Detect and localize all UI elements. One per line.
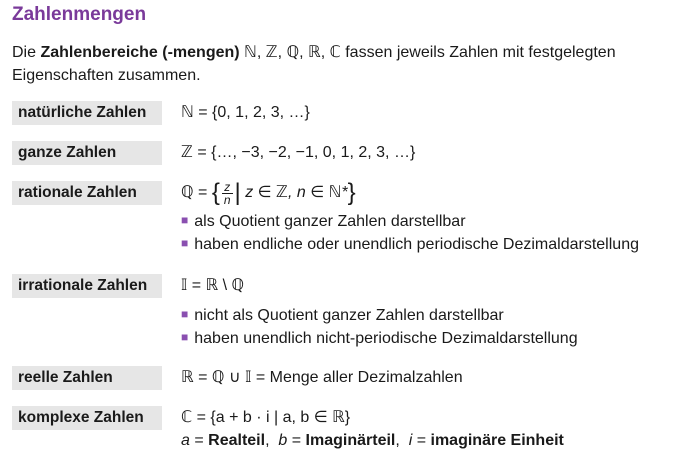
eq-b: =: [287, 432, 306, 449]
fraction-numerator: z: [222, 181, 233, 194]
def-rational-post: z ∈ ℤ, n ∈ ℕ*: [245, 184, 348, 202]
label-integer: ganze Zahlen: [12, 141, 162, 165]
bullet-irrational-2: [181, 328, 578, 350]
label-irrational: irrationale Zahlen: [12, 274, 162, 298]
intro-post: ℕ, ℤ, ℚ, ℝ, ℂ fassen jeweils Zahlen mit festgelegten Eigenschaften zusammen.: [12, 44, 616, 84]
def-rational: [181, 178, 356, 208]
page-title: Zahlenmengen: [12, 4, 147, 25]
bullet-irrational-1: [181, 305, 504, 327]
intro-paragraph: [12, 41, 692, 87]
realteil: Realteil: [208, 432, 266, 449]
bullet-icon: ■: [181, 236, 189, 250]
var-a: a: [181, 432, 190, 449]
bullet-text: haben unendlich nicht-periodische Dezimaldarstellung: [194, 330, 578, 347]
bullet-text: nicht als Quotient ganzer Zahlen darstellbar: [194, 307, 504, 324]
intro-pre: Die: [12, 44, 41, 61]
bullet-icon: ■: [181, 307, 189, 321]
label-real: reelle Zahlen: [12, 366, 162, 390]
brace-close: }: [347, 179, 356, 206]
bullet-icon: ■: [181, 330, 189, 344]
label-complex: komplexe Zahlen: [12, 406, 162, 430]
def-rational-pre: ℚ =: [181, 184, 212, 202]
def-natural: ℕ = {0, 1, 2, 3, …}: [181, 104, 310, 121]
fraction: [222, 181, 233, 206]
eq-i: =: [412, 432, 431, 449]
def-irrational: 𝕀 = ℝ \ ℚ: [181, 277, 245, 294]
label-natural: natürliche Zahlen: [12, 101, 162, 125]
bullet-rational-1: [181, 211, 466, 233]
bullet-text: als Quotient ganzer Zahlen darstellbar: [194, 213, 466, 230]
label-rational: rationale Zahlen: [12, 181, 162, 205]
brace-open: {: [211, 179, 220, 206]
bullet-rational-2: [181, 234, 639, 256]
var-i: i: [408, 432, 413, 449]
bullet-text: haben endliche oder unendlich periodische Dezimaldarstellung: [194, 236, 639, 253]
def-integer: ℤ = {…, −3, −2, −1, 0, 1, 2, 3, …}: [181, 144, 416, 161]
imaginaerteil: Imaginärteil: [305, 432, 396, 449]
bar: |: [234, 179, 241, 206]
eq-a: =: [189, 432, 209, 449]
var-b: b: [278, 432, 288, 449]
def-real: ℝ = ℚ ∪ 𝕀 = Menge aller Dezimalzahlen: [181, 369, 463, 386]
imaginaere-einheit: imaginäre Einheit: [430, 432, 564, 449]
bullet-icon: ■: [181, 213, 189, 227]
def-complex: ℂ = {a + b · i | a, b ∈ ℝ}: [181, 409, 351, 426]
intro-bold: Zahlenbereiche (-mengen): [40, 44, 240, 61]
fraction-denominator: n: [223, 192, 231, 207]
complex-parts: a = Realteil, b = Imaginärteil, i = imaginäre Einheit: [181, 432, 564, 449]
